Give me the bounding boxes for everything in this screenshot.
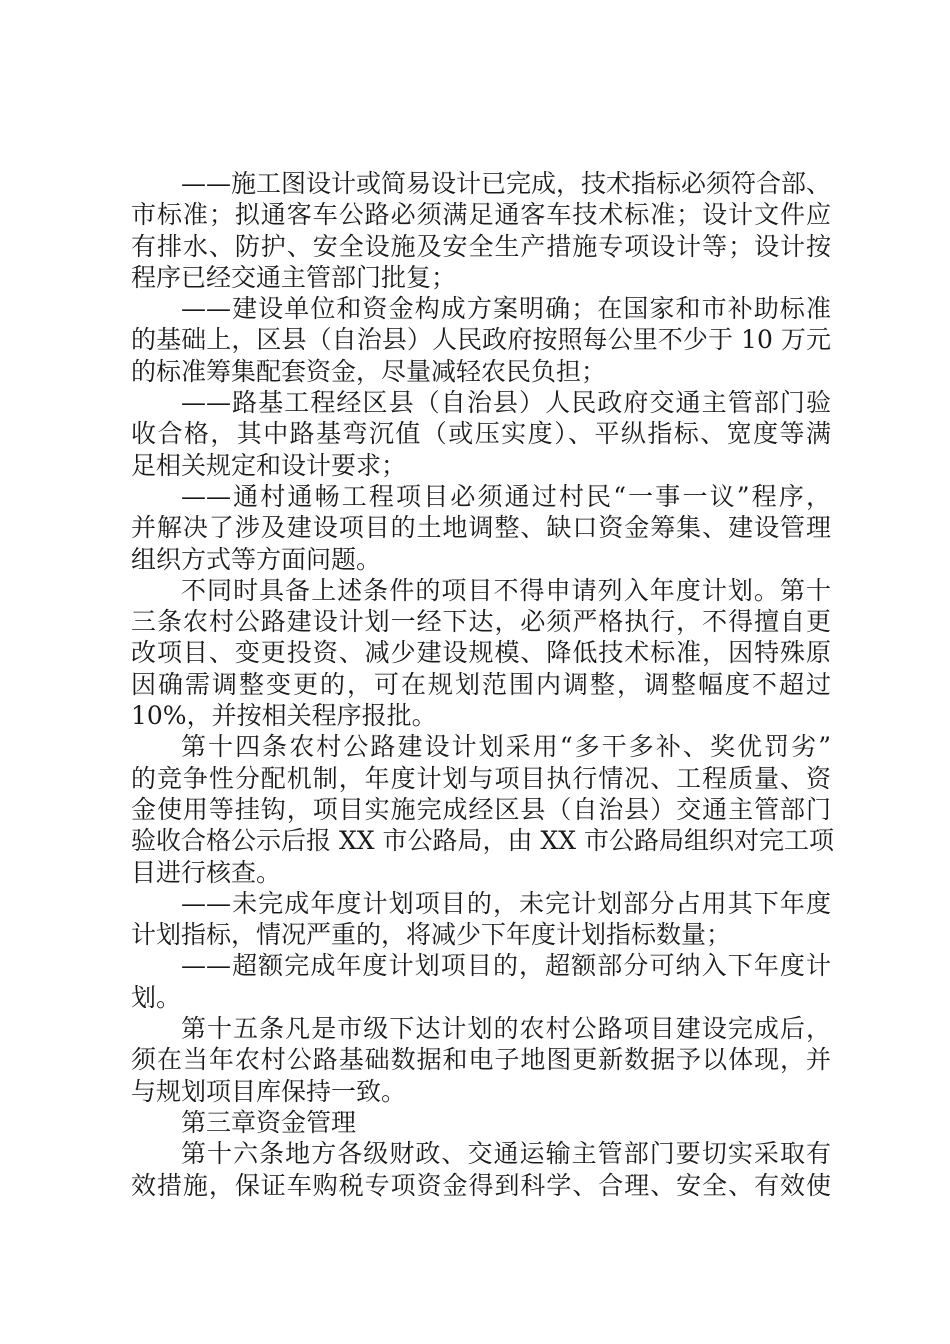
text-line: ——路基工程经区县（自治县）人民政府交通主管部门验 (181, 388, 831, 418)
text-line: 有排水、防护、安全设施及安全生产措施专项设计等；设计按 (131, 231, 831, 261)
text-line: 第十四条农村公路建设计划采用“多干多补、奖优罚劣” (181, 732, 831, 762)
text-line: ——超额完成年度计划项目的，超额部分可纳入下年度计 (181, 951, 831, 981)
text-line: 第十五条凡是市级下达计划的农村公路项目建设完成后， (181, 1014, 831, 1044)
text-line: 划。 (131, 982, 182, 1012)
text-line: 并解决了涉及建设项目的土地调整、缺口资金筹集、建设管理 (131, 513, 831, 543)
text-line: 与规划项目库保持一致。 (131, 1076, 407, 1106)
text-line: 效措施，保证车购税专项资金得到科学、合理、安全、有效使 (131, 1170, 831, 1200)
text-line: 第十六条地方各级财政、交通运输主管部门要切实采取有 (181, 1139, 831, 1169)
text-line: 验收合格公示后报 XX 市公路局，由 XX 市公路局组织对完工项 (131, 826, 834, 856)
text-line: 因确需调整变更的，可在规划范围内调整，调整幅度不超过 (131, 669, 831, 699)
text-line: ——施工图设计或简易设计已完成，技术指标必须符合部、 (181, 169, 832, 198)
document-body (131, 168, 834, 1201)
text-line: 的竞争性分配机制，年度计划与项目执行情况、工程质量、资 (131, 763, 831, 793)
text-line: 10%，并按相关程序报批。 (131, 701, 437, 731)
text-line: 的基础上，区县（自治县）人民政府按照每公里不少于 10 万元 (131, 325, 831, 355)
text-line: 目进行核查。 (131, 857, 282, 887)
text-line: 组织方式等方面问题。 (131, 544, 382, 574)
text-line: 程序已经交通主管部门批复； (131, 262, 457, 292)
text-line: 的标准筹集配套资金，尽量减轻农民负担； (131, 356, 607, 386)
text-line: 足相关规定和设计要求； (131, 450, 407, 480)
text-line: 三条农村公路建设计划一经下达，必须严格执行，不得擅自更 (131, 607, 831, 637)
text-line: 收合格，其中路基弯沉值（或压实度）、平纵指标、宽度等满 (131, 419, 831, 449)
text-line: ——未完成年度计划项目的，未完计划部分占用其下年度 (181, 888, 831, 918)
text-line: 计划指标，情况严重的，将减少下年度计划指标数量； (131, 920, 732, 950)
text-line: 须在当年农村公路基础数据和电子地图更新数据予以体现，并 (131, 1045, 831, 1075)
text-line: 改项目、变更投资、减少建设规模、降低技术标准，因特殊原 (131, 638, 831, 668)
text-line: 市标准；拟通客车公路必须满足通客车技术标准；设计文件应 (131, 200, 831, 230)
text-line: 不同时具备上述条件的项目不得申请列入年度计划。第十 (181, 575, 831, 605)
text-line: 金使用等挂钩，项目实施完成经区县（自治县）交通主管部门 (131, 794, 831, 824)
text-line: ——建设单位和资金构成方案明确；在国家和市补助标准 (181, 294, 831, 324)
text-line: ——通村通畅工程项目必须通过村民“一事一议”程序， (181, 481, 831, 511)
chapter-heading: 第三章资金管理 (181, 1107, 357, 1137)
